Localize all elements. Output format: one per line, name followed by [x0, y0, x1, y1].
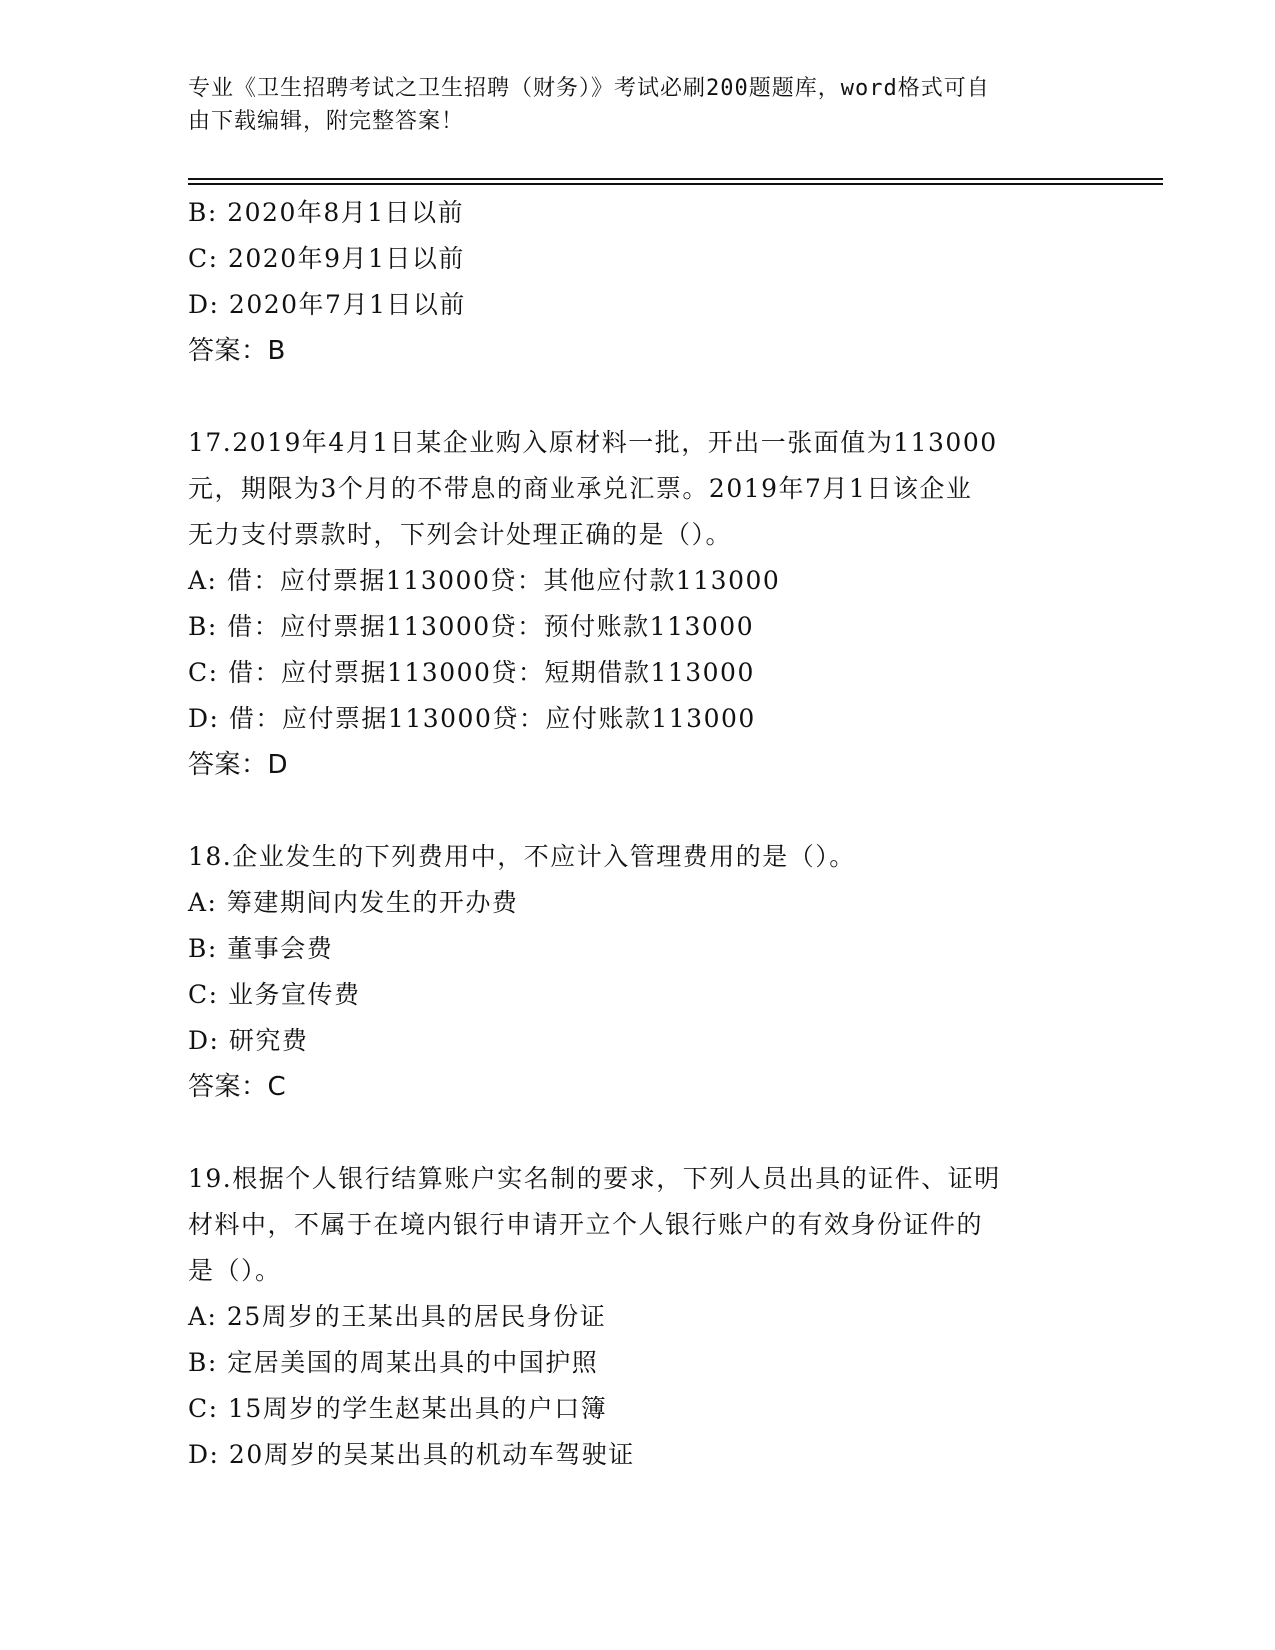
header-line-2: 由下载编辑，附完整答案！ — [188, 109, 465, 134]
header-rule-top — [188, 178, 1163, 180]
question-18 — [188, 834, 1088, 1110]
answer-line: 答案：B — [188, 336, 286, 366]
option-d: D: 20周岁的吴某出具的机动车驾驶证 — [188, 1440, 635, 1469]
answer-line: 答案：C — [188, 1072, 287, 1102]
option-d: D: 2020年7月1日以前 — [188, 290, 466, 319]
option-a: A: 借：应付票据113000贷：其他应付款113000 — [188, 566, 781, 595]
option-d: D: 研究费 — [188, 1026, 309, 1055]
prev-question — [188, 190, 1088, 374]
option-c: C: 15周岁的学生赵某出具的户口簿 — [188, 1394, 608, 1423]
option-a: A: 筹建期间内发生的开办费 — [188, 888, 519, 917]
question-stem-line: 元，期限为3个月的不带息的商业承兑汇票。2019年7月1日该企业 — [188, 474, 973, 503]
question-content — [188, 190, 1088, 1478]
question-19 — [188, 1156, 1088, 1478]
document-header — [188, 72, 1068, 138]
question-stem-line: 无力支付票款时，下列会计处理正确的是（）。 — [188, 520, 733, 549]
header-line-1: 专业《卫生招聘考试之卫生招聘（财务）》考试必刷200题题库，word格式可自 — [188, 76, 990, 101]
option-d: D: 借：应付票据113000贷：应付账款113000 — [188, 704, 756, 733]
option-b: B: 董事会费 — [188, 934, 334, 963]
option-b: B: 定居美国的周某出具的中国护照 — [188, 1348, 599, 1377]
question-stem-line: 是（）。 — [188, 1256, 282, 1285]
question-17 — [188, 420, 1088, 788]
option-c: C: 业务宣传费 — [188, 980, 361, 1009]
question-stem-line: 19.根据个人银行结算账户实名制的要求，下列人员出具的证件、证明 — [188, 1164, 1001, 1193]
question-stem-line: 18.企业发生的下列费用中，不应计入管理费用的是（）。 — [188, 842, 856, 871]
answer-line: 答案：D — [188, 750, 289, 780]
header-rule-bottom — [188, 183, 1163, 185]
option-a: A: 25周岁的王某出具的居民身份证 — [188, 1302, 607, 1331]
option-c: C: 2020年9月1日以前 — [188, 244, 465, 273]
option-b: B: 借：应付票据113000贷：预付账款113000 — [188, 612, 755, 641]
question-stem-line: 材料中，不属于在境内银行申请开立个人银行账户的有效身份证件的 — [188, 1210, 984, 1239]
option-b: B: 2020年8月1日以前 — [188, 198, 465, 227]
option-c: C: 借：应付票据113000贷：短期借款113000 — [188, 658, 755, 687]
question-stem-line: 17.2019年4月1日某企业购入原材料一批，开出一张面值为113000 — [188, 428, 998, 457]
